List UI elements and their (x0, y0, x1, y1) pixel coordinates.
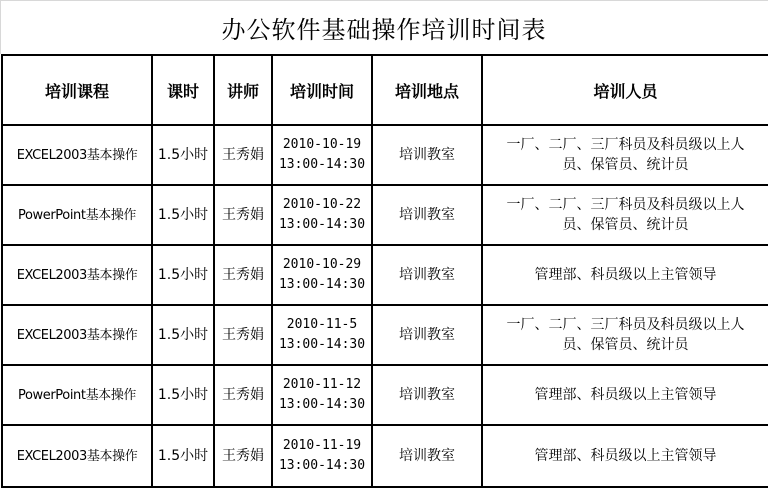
table-row (2, 305, 768, 365)
attendees-line: 员、保管员、统计员 (562, 157, 689, 173)
location-cell[interactable]: 培训教室 (372, 365, 482, 425)
time-cell[interactable] (272, 425, 372, 487)
header-teacher[interactable]: 讲师 (214, 55, 272, 125)
time-cell[interactable] (272, 185, 372, 245)
header-course[interactable]: 培训课程 (2, 55, 152, 125)
time-range-text: 13:00-14:30 (278, 397, 366, 412)
hours-cell[interactable]: 1.5小时 (152, 125, 214, 185)
teacher-cell[interactable]: 王秀娟 (214, 425, 272, 487)
date-text: 2010-10-22 (282, 197, 362, 212)
schedule-table (1, 54, 768, 488)
teacher-cell[interactable]: 王秀娟 (214, 125, 272, 185)
sheet-title[interactable]: 办公软件基础操作培训时间表 (221, 15, 547, 44)
table-row (2, 185, 768, 245)
location-cell[interactable]: 培训教室 (372, 185, 482, 245)
course-cell[interactable]: EXCEL2003基本操作 (2, 245, 152, 305)
attendees-line: 一厂、二厂、三厂科员及科员级以上人 (506, 137, 745, 153)
course-cell[interactable]: EXCEL2003基本操作 (2, 305, 152, 365)
header-hours[interactable]: 课时 (152, 55, 214, 125)
table-row (2, 365, 768, 425)
attendees-line: 员、保管员、统计员 (562, 217, 689, 233)
hours-cell[interactable]: 1.5小时 (152, 245, 214, 305)
date-text: 2010-11-12 (282, 377, 362, 392)
attendees-cell[interactable] (482, 185, 768, 245)
header-attendees[interactable]: 培训人员 (482, 55, 768, 125)
date-text: 2010-11-19 (282, 438, 362, 453)
attendees-cell[interactable]: 管理部、科员级以上主管领导 (482, 425, 768, 487)
header-row (2, 55, 768, 125)
teacher-cell[interactable]: 王秀娟 (214, 305, 272, 365)
time-cell[interactable] (272, 245, 372, 305)
table-row (2, 425, 768, 487)
location-cell[interactable]: 培训教室 (372, 125, 482, 185)
location-cell[interactable]: 培训教室 (372, 245, 482, 305)
course-cell[interactable]: PowerPoint基本操作 (2, 185, 152, 245)
attendees-cell[interactable]: 管理部、科员级以上主管领导 (482, 365, 768, 425)
time-range-text: 13:00-14:30 (278, 217, 366, 232)
attendees-line: 一厂、二厂、三厂科员及科员级以上人 (506, 197, 745, 213)
attendees-cell[interactable] (482, 125, 768, 185)
teacher-cell[interactable]: 王秀娟 (214, 185, 272, 245)
attendees-line: 员、保管员、统计员 (562, 337, 689, 353)
header-location[interactable]: 培训地点 (372, 55, 482, 125)
attendees-cell[interactable]: 管理部、科员级以上主管领导 (482, 245, 768, 305)
course-cell[interactable]: EXCEL2003基本操作 (2, 425, 152, 487)
table-row (2, 125, 768, 185)
hours-cell[interactable]: 1.5小时 (152, 305, 214, 365)
location-cell[interactable]: 培训教室 (372, 305, 482, 365)
location-cell[interactable]: 培训教室 (372, 425, 482, 487)
time-range-text: 13:00-14:30 (278, 458, 366, 473)
hours-cell[interactable]: 1.5小时 (152, 185, 214, 245)
header-time[interactable]: 培训时间 (272, 55, 372, 125)
teacher-cell[interactable]: 王秀娟 (214, 365, 272, 425)
date-text: 2010-11-5 (286, 317, 358, 332)
attendees-line: 一厂、二厂、三厂科员及科员级以上人 (506, 317, 745, 333)
table-row (2, 245, 768, 305)
course-cell[interactable]: PowerPoint基本操作 (2, 365, 152, 425)
hours-cell[interactable]: 1.5小时 (152, 425, 214, 487)
time-range-text: 13:00-14:30 (278, 337, 366, 352)
time-cell[interactable] (272, 305, 372, 365)
time-cell[interactable] (272, 365, 372, 425)
time-cell[interactable] (272, 125, 372, 185)
hours-cell[interactable]: 1.5小时 (152, 365, 214, 425)
course-cell[interactable]: EXCEL2003基本操作 (2, 125, 152, 185)
date-text: 2010-10-19 (282, 137, 362, 152)
teacher-cell[interactable]: 王秀娟 (214, 245, 272, 305)
attendees-cell[interactable] (482, 305, 768, 365)
time-range-text: 13:00-14:30 (278, 277, 366, 292)
time-range-text: 13:00-14:30 (278, 157, 366, 172)
date-text: 2010-10-29 (282, 257, 362, 272)
